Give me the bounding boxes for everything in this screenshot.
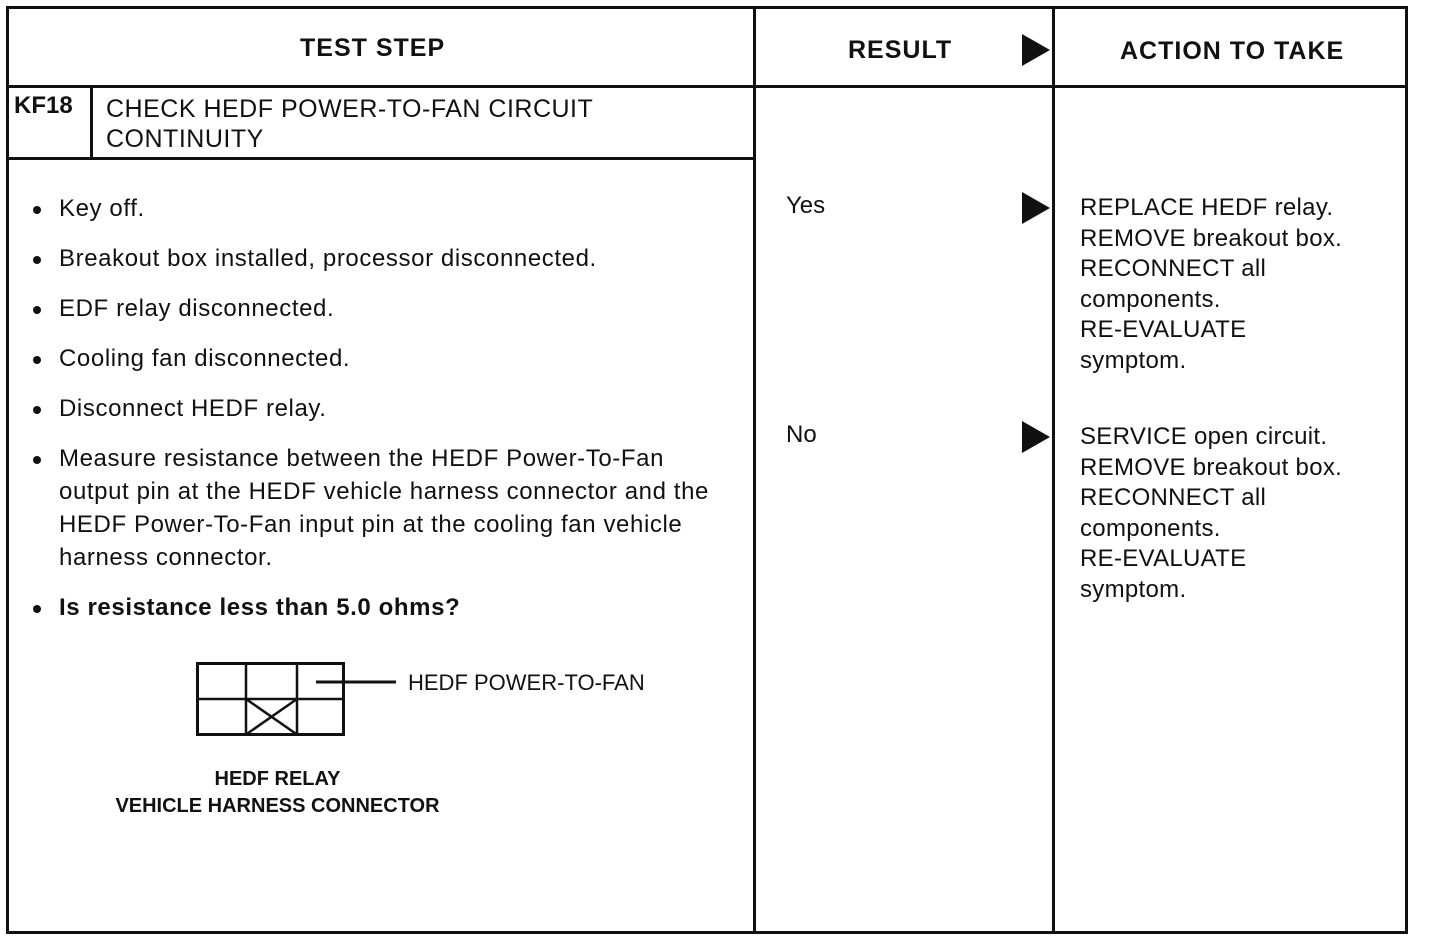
action-line: SERVICE open circuit. (1080, 423, 1328, 450)
action-line: REMOVE breakout box. (1080, 224, 1343, 252)
list-item: EDF relay disconnected. (30, 292, 720, 325)
list-item: Measure resistance between the HEDF Power-To-Fan output pin at the HEDF vehicle harness connector and the HEDF Power-To-Fan input pin at the cooling fan vehicle harness connector. (30, 442, 720, 574)
divider-test-result (753, 6, 756, 934)
list-item: Disconnect HEDF relay. (30, 392, 720, 425)
step-title-line2: CONTINUITY (106, 125, 264, 153)
connector-diagram (196, 662, 406, 740)
result-yes: Yes (786, 192, 826, 219)
action-line: RE-EVALUATE (1080, 545, 1247, 572)
step-code: KF18 (14, 92, 73, 119)
action-line: REPLACE HEDF relay. (1080, 194, 1334, 221)
action-yes (1080, 193, 1400, 376)
list-item: Key off. (30, 192, 720, 225)
action-line: symptom. (1080, 575, 1187, 603)
step-title-line1: CHECK HEDF POWER-TO-FAN CIRCUIT (106, 95, 594, 123)
header-arrow-icon (1022, 34, 1050, 66)
code-divider (90, 86, 93, 158)
action-line: RECONNECT all (1080, 255, 1267, 282)
step-instructions (30, 192, 720, 641)
step-title (106, 94, 593, 154)
action-line: components. (1080, 514, 1221, 542)
list-item: Cooling fan disconnected. (30, 342, 720, 375)
step-question: Is resistance less than 5.0 ohms? (30, 591, 720, 624)
result-no-arrow-icon (1022, 421, 1050, 453)
action-line: components. (1080, 285, 1221, 313)
divider-result-action (1052, 6, 1055, 934)
action-line: symptom. (1080, 346, 1187, 374)
caption-line1: HEDF RELAY (214, 768, 341, 790)
result-no: No (786, 421, 817, 448)
result-yes-arrow-icon (1022, 192, 1050, 224)
header-action-to-take: ACTION TO TAKE (1120, 37, 1345, 65)
list-item: Breakout box installed, processor disconnected. (30, 242, 720, 275)
diagram-caption (80, 766, 475, 820)
action-no (1080, 422, 1400, 605)
caption-line2: VEHICLE HARNESS CONNECTOR (115, 795, 440, 817)
action-line: RECONNECT all (1080, 484, 1267, 511)
pin-label: HEDF POWER-TO-FAN (408, 670, 645, 695)
header-test-step: TEST STEP (300, 34, 446, 62)
header-result: RESULT (848, 36, 953, 64)
step-title-rule (6, 157, 754, 160)
header-rule (6, 85, 1408, 88)
action-line: RE-EVALUATE (1080, 316, 1247, 343)
action-line: REMOVE breakout box. (1080, 453, 1343, 481)
